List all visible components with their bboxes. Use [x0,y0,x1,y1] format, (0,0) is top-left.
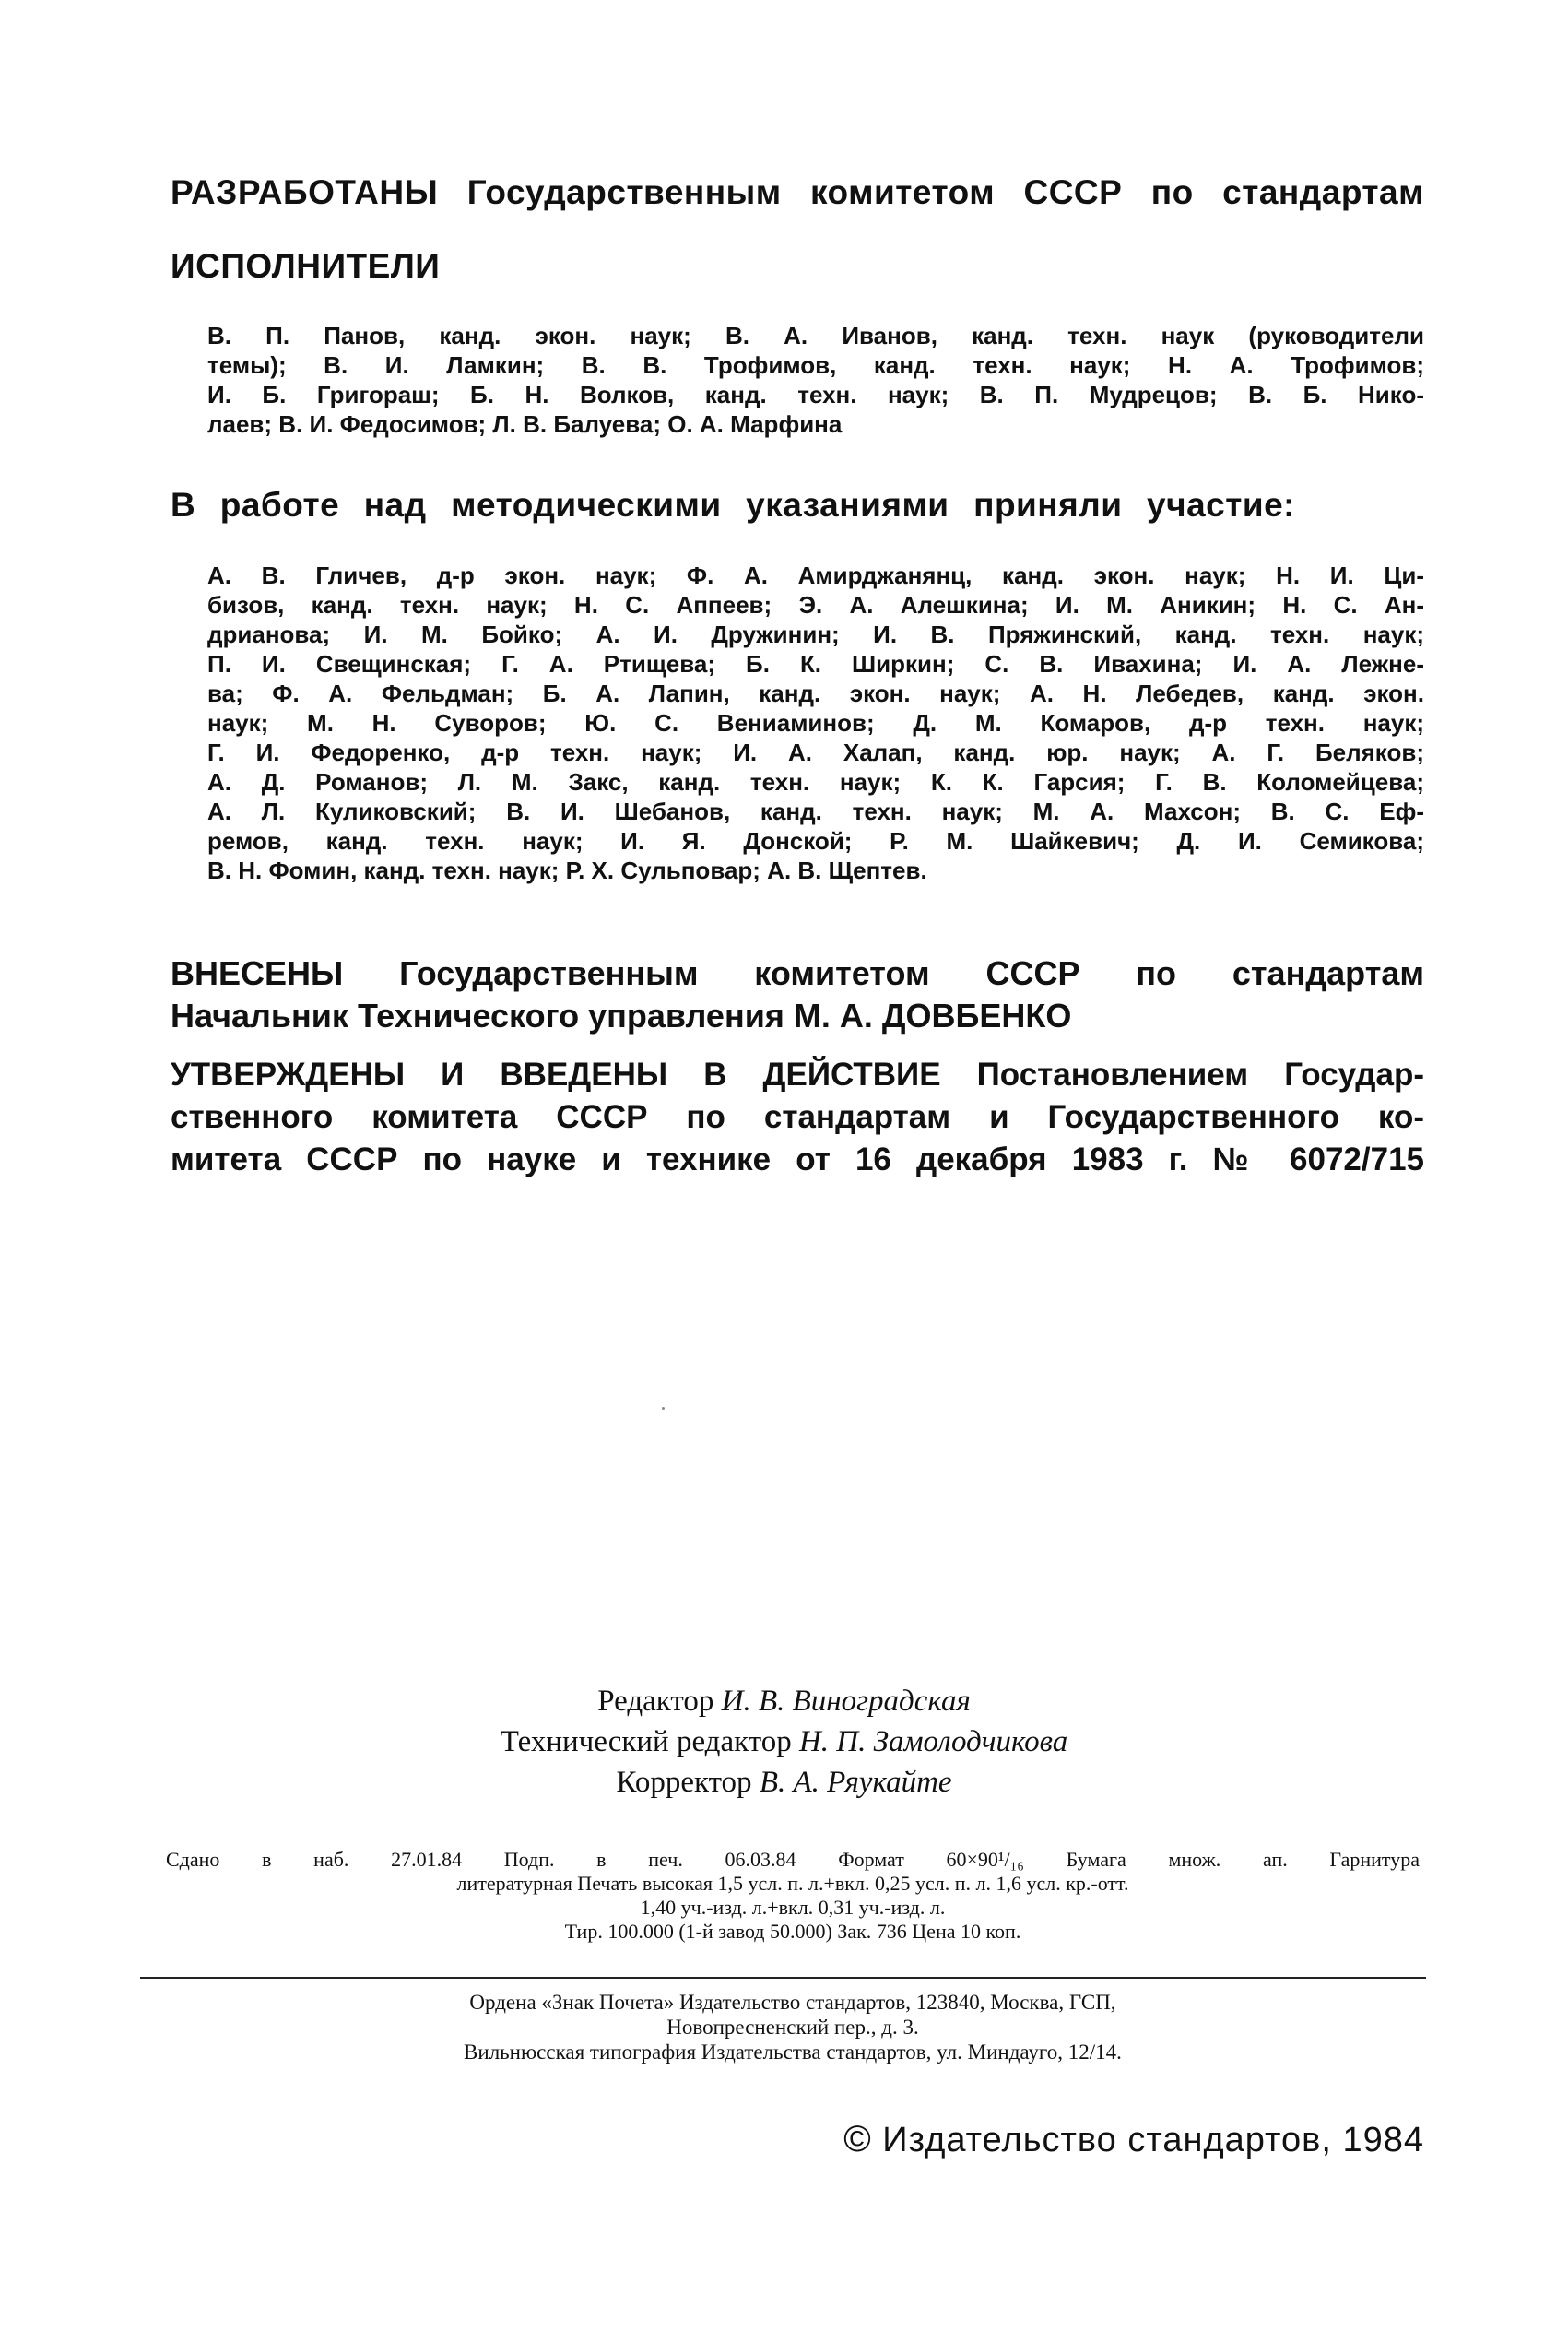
introduced-text: Государственным комитетом СССР по стандартам [399,954,1424,992]
introduced-line-1 [171,952,1424,995]
participants-line: В. Н. Фомин, канд. техн. наук; Р. Х. Сульповар; А. В. Щептев. [207,857,927,884]
participants-line: А. Л. Куликовский; В. И. Шебанов, канд. техн. наук; М. А. Махсон; В. С. Еф- [207,798,1424,825]
developed-label: РАЗРАБОТАНЫ [171,173,439,211]
performers-list [207,321,1424,439]
approved-line: митета СССР по науке и технике от 16 декабря 1983 г. № 6072/715 [171,1141,1424,1177]
performers-heading: ИСПОЛНИТЕЛИ [171,247,441,285]
imprint-line: 1,40 уч.-изд. л.+вкл. 0,31 уч.-изд. л. [640,1896,946,1919]
participants-line: наук; М. Н. Суворов; Ю. С. Вениаминов; Д. М. Комаров, д-р техн. наук; [207,709,1424,737]
performers-line: темы); В. И. Ламкин; В. В. Трофимов, канд. техн. наук; Н. А. Трофимов; [207,351,1424,379]
proofreader-name: В. А. Ряукайте [759,1766,952,1799]
participants-line: А. Д. Романов; Л. М. Закс, канд. техн. наук; К. К. Гарсия; Г. В. Коломейцева; [207,768,1424,796]
performers-line: В. П. Панов, канд. экон. наук; В. А. Иванов, канд. техн. наук (руководители [207,322,1424,349]
tech-editor-role: Технический редактор [500,1725,792,1758]
participants-line: П. И. Свещинская; Г. А. Ртищева; Б. К. Ширкин; С. В. Ивахина; И. А. Лежне- [207,650,1424,678]
approved-line: УТВЕРЖДЕНЫ И ВВЕДЕНЫ В ДЕЙСТВИЕ Постановлением Государ- [171,1057,1424,1093]
tech-editor-name: Н. П. Замолодчикова [798,1725,1068,1758]
editor-name: И. В. Виноградская [721,1685,971,1718]
approved-line: ственного комитета СССР по стандартам и Государственного ко- [171,1099,1424,1135]
editor-line [0,1681,1568,1721]
participants-line: ремов, канд. техн. наук; И. Я. Донской; Р. М. Шайкевич; Д. И. Семикова; [207,827,1424,855]
ink-speck [662,1407,665,1410]
introduced-block [171,952,1424,1037]
imprint-line: Тир. 100.000 (1-й завод 50.000) Зак. 736 Цена 10 коп. [564,1920,1021,1943]
participants-line: ва; Ф. А. Фельдман; Б. А. Лапин, канд. экон. наук; А. Н. Лебедев, канд. экон. [207,680,1424,707]
imprint-line: литературная Печать высокая 1,5 усл. п. л.+вкл. 0,25 усл. п. л. 1,6 усл. кр.-отт. [456,1872,1129,1895]
participants-heading: В работе над методическими указаниями приняли участие: [171,486,1295,524]
publisher-line: Ордена «Знак Почета» Издательство стандартов, 123840, Москва, ГСП, [469,1991,1116,2014]
performers-line: И. Б. Григораш; Б. Н. Волков, канд. техн. наук; В. П. Мудрецов; В. Б. Нико- [207,381,1424,408]
proofreader-line [0,1762,1568,1803]
publisher-line: Вильнюсская типография Издательства стандартов, ул. Миндауго, 12/14. [464,2040,1122,2064]
editors-block [0,1681,1568,1803]
publisher-block [166,1990,1420,2064]
participants-list [207,561,1424,885]
participants-line: бизов, канд. техн. наук; Н. С. Аппеев; Э. А. Алешкина; И. М. Аникин; Н. С. Ан- [207,591,1424,619]
imprint-block [166,1848,1420,1944]
copyright [779,2119,1424,2160]
developed-line [171,173,1424,212]
divider [140,1977,1426,1979]
editor-role: Редактор [597,1685,714,1718]
publisher-line: Новопресненский пер., д. 3. [666,2016,919,2039]
participants-line: дрианова; И. М. Бойко; А. И. Дружинин; И. В. Пряжинский, канд. техн. наук; [207,621,1424,648]
developed-text: Государственным комитетом СССР по стандартам [466,173,1425,211]
introduced-label: ВНЕСЕНЫ [171,954,344,992]
introduced-line-2: Начальник Технического управления М. А. ДОВБЕНКО [171,997,1072,1035]
participants-line: Г. И. Федоренко, д-р техн. наук; И. А. Халап, канд. юр. наук; А. Г. Беляков; [207,739,1424,766]
participants-line: А. В. Гличев, д-р экон. наук; Ф. А. Амирджанянц, канд. экон. наук; Н. И. Ци- [207,562,1424,589]
imprint-line: Сдано в наб. 27.01.84 Подп. в печ. 06.03.84 Формат 60×90¹/₁₆ Бумага множ. ап. Гарнитура [166,1848,1420,1871]
tech-editor-line [0,1721,1568,1762]
copyright-text: Издательство стандартов, 1984 [882,2121,1424,2159]
proofreader-role: Корректор [616,1766,752,1799]
performers-line: лаев; В. И. Федосимов; Л. В. Балуева; О. А. Марфина [207,410,843,438]
copyright-symbol: © [843,2119,872,2159]
approved-block [171,1054,1424,1181]
